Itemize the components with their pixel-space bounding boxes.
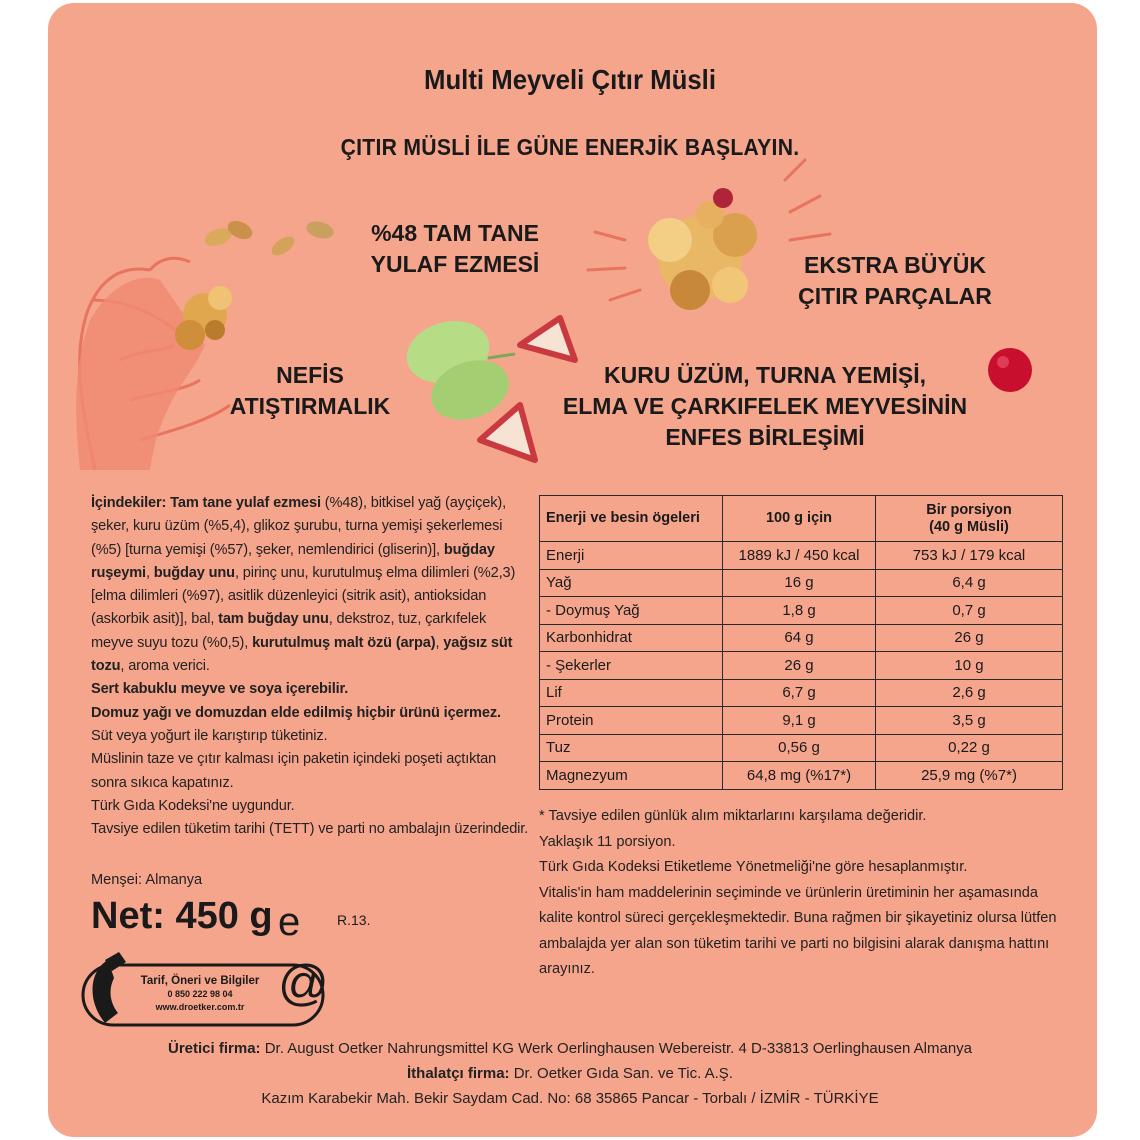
nutrient-name: Protein (540, 707, 723, 735)
ingredient-wheat-flour: buğday unu (153, 564, 235, 581)
value-portion: 25,9 mg (%7*) (876, 762, 1063, 790)
value-portion: 0,7 g (876, 597, 1063, 625)
nutrient-name: - Doymuş Yağ (540, 597, 723, 625)
value-portion: 3,5 g (876, 707, 1063, 735)
nutrition-header-per100: 100 g için (723, 496, 876, 542)
claim-fruit-line2: ELMA VE ÇARKIFELEK MEYVESİNİN (562, 393, 968, 419)
ingredients-part: , dekstroz, tuz, çarkıfelek meyve suyu tozu (%0,5), (91, 611, 487, 651)
nutrient-name: Yağ (540, 569, 723, 597)
value-per100: 9,1 g (723, 707, 876, 735)
value-per100: 1889 kJ / 450 kcal (723, 542, 876, 570)
table-row (540, 762, 1063, 790)
grape-icon (400, 312, 517, 430)
importer-label: İthalatçı firma: (407, 1065, 510, 1082)
net-weight: Net: 450 g (91, 895, 273, 937)
serving-note: Süt veya yoğurt ile karıştırıp tüketiniz. (91, 727, 328, 744)
nutrition-table (539, 495, 1063, 790)
ingredients-separator: , (145, 564, 154, 581)
nutrition-header-nutrient: Enerji ve besin ögeleri (540, 496, 723, 542)
claim-snack-line1: NEFİS (276, 362, 344, 388)
contact-info (125, 975, 275, 1014)
table-row (540, 542, 1063, 570)
value-portion: 2,6 g (876, 679, 1063, 707)
ingredients-part: , pirinç unu, kurutulmuş elma dilimleri (%2,3) [elma dilimleri (%97), asitlik düzenleyici (sitrik asit), antioksidan (askorbik asit)], bal, (91, 564, 516, 628)
value-per100: 64,8 mg (%17*) (723, 762, 876, 790)
table-row (540, 734, 1063, 762)
importer-text: Dr. Oetker Gıda San. ve Tic. A.Ş. (509, 1065, 733, 1082)
ingredients-part: , aroma verici. (120, 658, 210, 675)
claim-snack-line2: ATIŞTIRMALIK (229, 393, 391, 419)
value-per100: 26 g (723, 652, 876, 680)
table-row (540, 569, 1063, 597)
value-portion: 753 kJ / 179 kcal (876, 542, 1063, 570)
nutrition-header-portion (876, 496, 1063, 542)
value-per100: 16 g (723, 569, 876, 597)
value-portion: 26 g (876, 624, 1063, 652)
table-row (540, 597, 1063, 625)
importer-address: Kazım Karabekir Mah. Bekir Saydam Cad. No: 68 35865 Pancar - Torbalı / İZMİR - TÜRKİYE (261, 1090, 879, 1107)
codex-note: Türk Gıda Kodeksi'ne uygundur. (91, 797, 295, 814)
claim-whole-grain-oats (340, 218, 570, 280)
value-per100: 6,7 g (723, 679, 876, 707)
claim-delicious-snack (220, 360, 400, 422)
ri-footnote: * Tavsiye edilen günlük alım miktarlarını karşılama değeridir. (539, 808, 927, 824)
claim-fruit-blend (530, 360, 1000, 453)
portions-note: Yaklaşık 11 porsiyon. (539, 833, 676, 850)
at-icon: @ (278, 955, 329, 1011)
producer-label: Üretici firma: (168, 1040, 261, 1057)
ingredient-wheat-germ: buğday ruşeymi (91, 541, 495, 581)
nutrition-header-row (540, 496, 1063, 542)
e-mark: e (278, 900, 301, 944)
contact-web: www.droetker.com.tr (155, 1002, 245, 1012)
importer-info (0, 1065, 1140, 1082)
portion-label: Bir porsiyon (926, 501, 1012, 518)
ingredient-malt-extract: kurutulmuş malt özü (arpa) (252, 634, 436, 651)
granola-cluster-icon (648, 188, 757, 310)
ingredients-separator: , (435, 634, 444, 651)
value-per100: 0,56 g (723, 734, 876, 762)
granola-small-icon (175, 286, 232, 350)
contact-title: Tarif, Öneri ve Bilgiler (140, 975, 260, 987)
claim-chunks-line2: ÇITIR PARÇALAR (798, 283, 992, 309)
claim-extra-big-chunks (775, 250, 1015, 312)
product-title: Multi Meyveli Çıtır Müsli (423, 64, 716, 95)
storage-note: Müslinin taze ve çıtır kalması için paketin içindeki poşeti açtıktan sonra sıkıca kapatınız. (91, 751, 497, 791)
table-row (540, 624, 1063, 652)
portion-size: (40 g Müsli) (929, 518, 1009, 535)
table-row (540, 679, 1063, 707)
labeling-note: Türk Gıda Kodeksi Etiketleme Yönetmeliği'ne göre hesaplanmıştır. (539, 859, 968, 875)
lard-note: Domuz yağı ve domuzdan elde edilmiş hiçbir ürünü içermez. (91, 704, 501, 721)
value-portion: 0,22 g (876, 734, 1063, 762)
nutrient-name: Enerji (540, 542, 723, 570)
contact-phone: 0 850 222 98 04 (167, 989, 233, 999)
producer-info (0, 1040, 1140, 1057)
table-row (540, 652, 1063, 680)
nutrition-footnotes (539, 804, 1059, 983)
value-per100: 1,8 g (723, 597, 876, 625)
nutrient-name: Lif (540, 679, 723, 707)
ingredients-list (91, 492, 531, 678)
tagline: ÇITIR MÜSLİ İLE GÜNE ENERJİK BAŞLAYIN. (340, 134, 800, 160)
nutrient-name: - Şekerler (540, 652, 723, 680)
ingredients-label: İçindekiler: (91, 495, 167, 511)
value-per100: 64 g (723, 624, 876, 652)
quality-note: Vitalis'in ham maddelerinin seçiminde ve ürünlerin üretiminin her aşamasında kalite kontrol süreci gerçekleşmektedir. Buna rağmen bir şikayetiniz olursa lütfen ambalajda yer alan son tüketim tarihi ve parti no bilgisini alarak danışma hattını arayınız. (539, 884, 1057, 977)
claim-fruit-line1: KURU ÜZÜM, TURNA YEMİŞİ, (604, 362, 926, 388)
nutrient-name: Magnezyum (540, 762, 723, 790)
allergen-note: Sert kabuklu meyve ve soya içerebilir. (91, 681, 349, 698)
nutrient-name: Tuz (540, 734, 723, 762)
claim-fruit-line3: ENFES BİRLEŞİMİ (665, 424, 865, 450)
ingredient-whole-wheat-flour: tam buğday unu (218, 611, 329, 628)
claim-oat-line2: YULAF EZMESİ (370, 251, 540, 277)
ingredients-block (91, 492, 531, 841)
ingredient-skim-milk-powder: yağsız süt tozu (91, 634, 513, 675)
nutrient-name: Karbonhidrat (540, 624, 723, 652)
value-portion: 6,4 g (876, 569, 1063, 597)
producer-text: Dr. August Oetker Nahrungsmittel KG Werk Oerlinghausen Webereistr. 4 D-33813 Oerlinghausen Almanya (260, 1040, 972, 1057)
tett-note: Tavsiye edilen tüketim tarihi (TETT) ve parti no ambalajın üzerindedir. (91, 821, 529, 838)
claim-oat-line1: %48 TAM TANE (371, 220, 539, 246)
phone-icon (93, 952, 126, 1023)
ingredient-oats: Tam tane yulaf ezmesi (170, 495, 321, 511)
table-row (540, 707, 1063, 735)
oat-flakes-icon (202, 217, 335, 259)
recycling-code: R.13. (337, 912, 371, 928)
origin: Menşei: Almanya (91, 872, 203, 888)
value-portion: 10 g (876, 652, 1063, 680)
ingredients-part: (%48), bitkisel yağ (ayçiçek), şeker, kuru üzüm (%5,4), glikoz şurubu, turna yemişi şekerlemesi (%5) [turna yemişi (%57), şeker, nemlendirici (gliserin)], (91, 495, 506, 558)
claim-chunks-line1: EKSTRA BÜYÜK (804, 252, 986, 278)
